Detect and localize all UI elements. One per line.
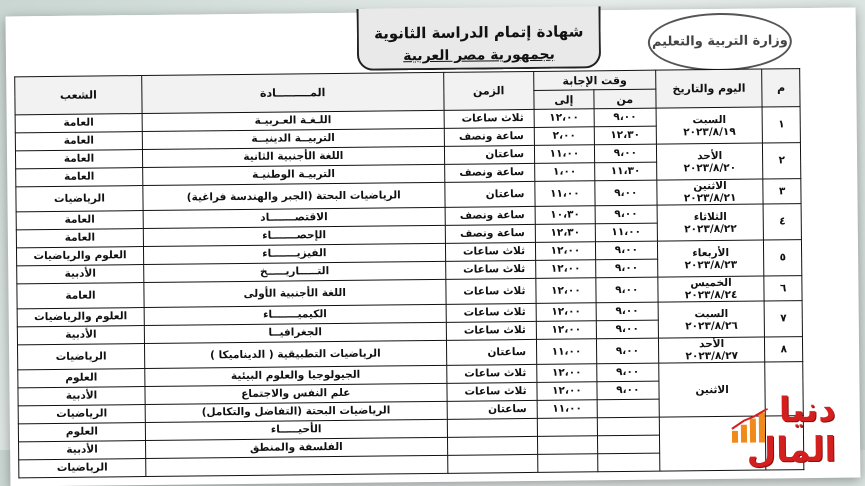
day-date-cell xyxy=(656,143,763,180)
day-name: السبت xyxy=(694,307,729,320)
branch-cell: الرياضيات xyxy=(16,186,143,212)
ministry-logo-text: وزارة التربية والتعليم xyxy=(651,33,788,50)
time-to xyxy=(538,454,598,473)
duration-cell: ثلاث ساعات xyxy=(446,303,537,322)
day-name: الاثنين xyxy=(693,179,727,193)
day-date-cell xyxy=(658,276,765,302)
branch-cell: العلوم والرياضيات xyxy=(17,308,144,327)
time-from: ٩،٠٠ xyxy=(594,144,656,163)
time-from xyxy=(598,453,660,472)
duration-cell: ساعتان xyxy=(444,145,535,164)
duration-cell xyxy=(447,436,538,455)
header-subject: المـــــــــادة xyxy=(142,72,444,113)
subject-cell: الرياضيات التطبيقية ( الديناميكا ) xyxy=(144,340,446,368)
header-day-date: اليوم والتاريخ xyxy=(655,69,762,108)
subject-cell: التـــــاريـــــخ xyxy=(144,261,446,282)
time-to: ١٢،٠٠ xyxy=(535,242,595,261)
duration-cell: ثلاث ساعات xyxy=(445,242,536,261)
time-from: ٩،٠٠ xyxy=(596,320,658,339)
header-answer-time: وقت الإجابة xyxy=(534,70,656,90)
time-to: ١،٠٠ xyxy=(535,163,595,182)
time-to: ١١،٠٠ xyxy=(537,400,597,419)
time-to: ١١،٠٠ xyxy=(536,339,596,365)
day-name: الخميس xyxy=(690,276,732,290)
exam-date: ٢٠٢٣/٨/٢٧ xyxy=(685,349,739,363)
branch-cell: العلوم xyxy=(18,369,145,388)
branch-cell: الرياضيات xyxy=(19,459,146,478)
duration-cell: ثلاث ساعات xyxy=(444,109,535,128)
time-from xyxy=(597,417,659,436)
time-from: ٩،٠٠ xyxy=(595,180,657,206)
subject-cell: الرياضيات البحتة (الجبر والهندسة فراغية) xyxy=(143,182,445,210)
ministry-logo xyxy=(648,12,793,72)
time-to: ١٢،٠٠ xyxy=(536,303,596,322)
duration-cell xyxy=(447,454,538,473)
exam-date: ٢٠٢٣/٨/٢٤ xyxy=(684,288,738,302)
duration-cell: ثلاث ساعات xyxy=(446,321,537,340)
time-to: ١٢،٠٠ xyxy=(536,260,596,279)
time-from: ٩،٠٠ xyxy=(597,381,659,400)
certificate-title: شهادة إتمام الدراسة الثانوية xyxy=(373,22,584,43)
branch-cell: العامة xyxy=(15,132,142,151)
time-to: ١٢،٠٠ xyxy=(537,382,597,401)
watermark-text: دنيا المال xyxy=(746,389,837,471)
time-from: ٩،٠٠ xyxy=(597,363,659,382)
header-num: م xyxy=(762,69,800,107)
certificate-title-box xyxy=(357,6,602,71)
subject-cell: علم النفس والاجتماع xyxy=(145,383,447,404)
row-number: ٦ xyxy=(764,276,802,301)
row-number: ٣ xyxy=(763,179,801,204)
exam-date: ٢٠٢٣/٨/٢٦ xyxy=(685,319,738,332)
row-number: ٥ xyxy=(764,240,802,276)
subject-cell: اللـغـة العـربيـة xyxy=(142,110,444,131)
subject-cell: الجغرافيــا xyxy=(144,322,446,343)
branch-cell: العامة xyxy=(16,168,143,187)
subject-cell: اللغة الأجنبية الأولى xyxy=(144,279,446,307)
country-subtitle: بجمهورية مصر العربية xyxy=(403,46,555,65)
duration-cell: ساعة ونصف xyxy=(445,206,536,225)
branch-cell: العامة xyxy=(16,211,143,230)
duration-cell: ساعتان xyxy=(446,339,537,365)
day-date-cell xyxy=(657,240,764,277)
duration-cell: ساعتان xyxy=(444,181,535,207)
time-to: ٢،٠٠ xyxy=(534,127,594,146)
document-header xyxy=(6,8,857,75)
subject-cell: الرياضيات البحتة (التفاضل والتكامل) xyxy=(145,401,447,422)
exam-date: ٢٠٢٣/٨/٢١ xyxy=(683,191,737,205)
schedule-table xyxy=(14,68,804,478)
duration-cell: ساعة ونصف xyxy=(444,127,535,146)
time-from: ٩،٠٠ xyxy=(596,259,658,278)
subject-cell: الأحيـــــاء xyxy=(145,419,447,440)
exam-date: ٢٠٢٣/٨/٢٠ xyxy=(683,161,737,174)
exam-date: ٢٠٢٣/٨/٢٢ xyxy=(684,222,737,235)
time-to: ١٢،٠٠ xyxy=(536,278,596,304)
subject-cell: الاقتصـــــــاد xyxy=(143,207,445,228)
time-to xyxy=(537,418,597,437)
branch-cell: العلوم xyxy=(18,423,145,442)
branch-cell: الرياضيات xyxy=(18,344,145,370)
branch-cell: العامة xyxy=(15,114,142,133)
branch-cell: العلوم والرياضيات xyxy=(16,247,143,266)
time-from: ١٢،٣٠ xyxy=(594,126,656,145)
dunya-almal-watermark xyxy=(716,389,837,471)
branch-cell: الأدبية xyxy=(18,387,145,406)
subject-cell: الفلسفة والمنطق xyxy=(145,437,447,458)
time-to: ١١،٠٠ xyxy=(534,145,594,164)
time-from xyxy=(597,399,659,418)
branch-cell: العامة xyxy=(16,229,143,248)
time-to xyxy=(537,436,597,455)
time-from: ٩،٠٠ xyxy=(594,108,656,127)
branch-cell: الأدبية xyxy=(19,441,146,460)
row-number: ٢ xyxy=(763,143,801,179)
branch-cell: الأدبية xyxy=(17,265,144,284)
time-to: ١٢،٠٠ xyxy=(537,364,597,383)
time-from xyxy=(597,435,659,454)
subject-cell: الفيزيـــــــاء xyxy=(143,243,445,264)
time-from: ٩،٠٠ xyxy=(596,338,658,364)
day-name: الأحد xyxy=(699,337,725,351)
duration-cell: ثلاث ساعات xyxy=(446,364,537,383)
row-number: ١ xyxy=(762,107,800,143)
row-number: ٤ xyxy=(764,204,802,240)
day-name: الاثنين xyxy=(695,383,729,396)
day-date-cell xyxy=(657,204,764,241)
branch-cell: العامة xyxy=(17,283,144,309)
row-number: ٧ xyxy=(765,301,803,337)
subject-cell: الجيولوجيا والعلوم البيئية xyxy=(145,365,447,386)
duration-cell: ساعتان xyxy=(447,400,538,419)
time-from: ١١،٠٠ xyxy=(595,223,657,242)
exam-schedule-sheet xyxy=(6,8,861,486)
day-date-cell xyxy=(658,337,765,363)
day-date-cell xyxy=(657,179,764,205)
header-duration: الزمن xyxy=(443,71,534,110)
duration-cell: ثلاث ساعات xyxy=(447,382,538,401)
duration-cell: ساعة ونصف xyxy=(445,224,536,243)
duration-cell: ثلاث ساعات xyxy=(445,278,536,304)
subject-cell: الإحصـــــــاء xyxy=(143,225,445,246)
duration-cell: ساعة ونصف xyxy=(444,163,535,182)
subject-cell: اللغة الأجنبية الثانية xyxy=(142,146,444,167)
header-to: إلى xyxy=(534,90,594,110)
day-date-cell xyxy=(656,107,763,144)
day-name: الأحد xyxy=(697,149,723,162)
time-from: ٩،٠٠ xyxy=(596,277,658,303)
day-name: السبت xyxy=(692,113,727,126)
day-name: الأربعاء xyxy=(692,246,730,259)
schedule-body xyxy=(15,107,804,478)
time-to: ١٢،٣٠ xyxy=(535,224,595,243)
exam-date: ٢٠٢٣/٨/٢٣ xyxy=(684,258,738,271)
row-number: ٨ xyxy=(765,337,803,362)
time-to: ١١،٠٠ xyxy=(535,181,595,207)
duration-cell xyxy=(447,418,538,437)
duration-cell: ثلاث ساعات xyxy=(445,260,536,279)
subject-cell xyxy=(146,455,448,476)
time-from: ٩،٠٠ xyxy=(595,241,657,260)
subject-cell: التربيــة الدينيــة xyxy=(142,128,444,149)
branch-cell: الأدبية xyxy=(17,326,144,345)
branch-cell: الرياضيات xyxy=(18,405,145,424)
exam-date: ٢٠٢٣/٨/١٩ xyxy=(683,125,736,138)
subject-cell: التربيـة الوطنيـة xyxy=(143,164,445,185)
time-to: ١٢،٠٠ xyxy=(536,321,596,340)
time-from: ٩،٠٠ xyxy=(595,205,657,224)
branch-cell: العامة xyxy=(15,150,142,169)
time-to: ١٠،٣٠ xyxy=(535,206,595,225)
day-name: الثلاثاء xyxy=(693,210,727,223)
time-from: ٩،٠٠ xyxy=(596,302,658,321)
header-branch: الشعب xyxy=(15,76,142,115)
day-date-cell xyxy=(658,301,765,338)
time-to: ١٢،٠٠ xyxy=(534,109,594,128)
time-from: ١١،٣٠ xyxy=(595,162,657,181)
subject-cell: الكيميـــــــاء xyxy=(144,304,446,325)
header-from: من xyxy=(594,89,656,109)
